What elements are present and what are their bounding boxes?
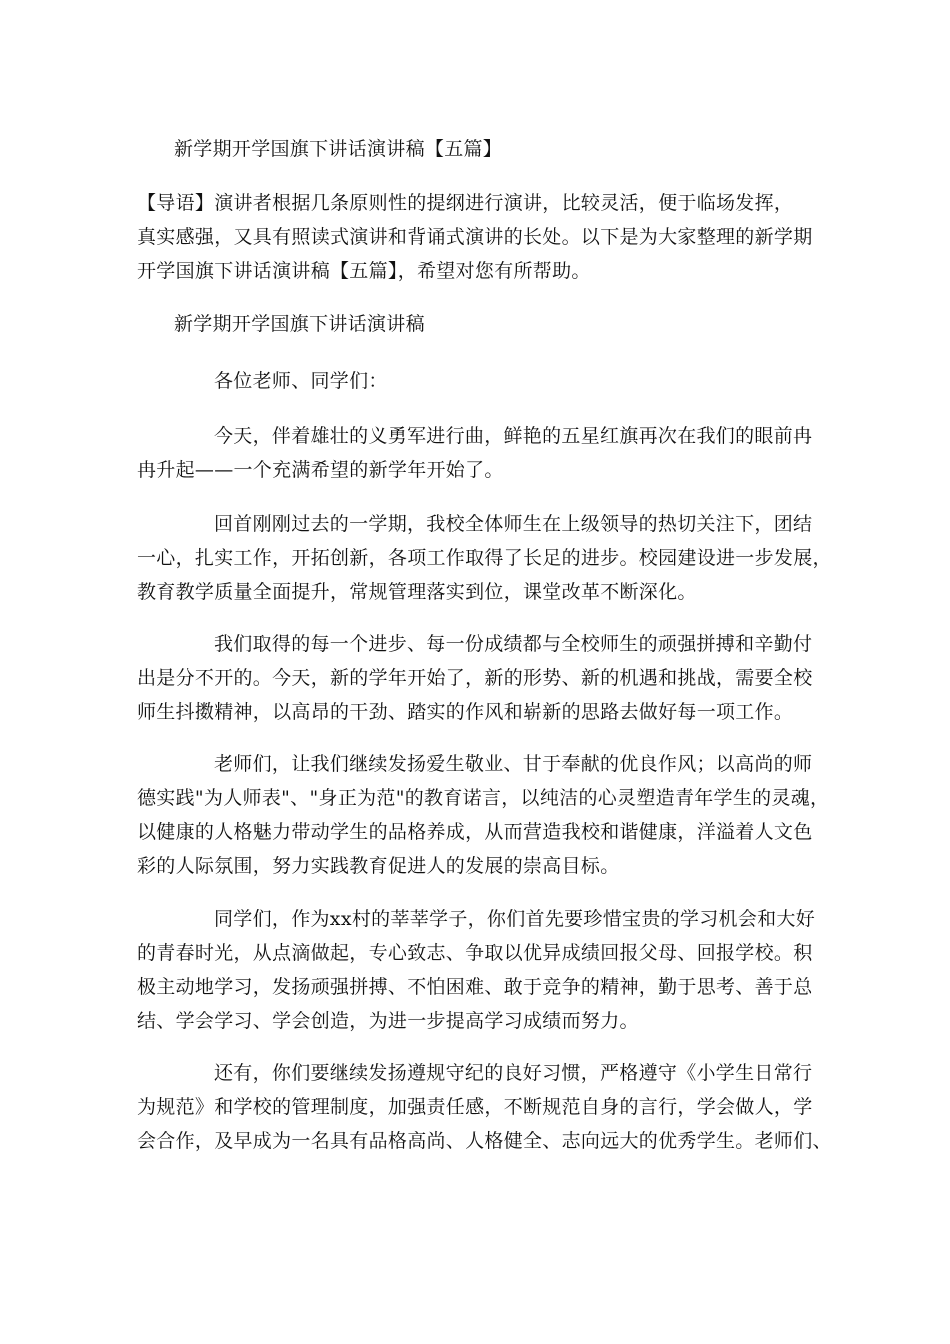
paragraph-line: 师生抖擞精神，以高昂的干劲、踏实的作风和崭新的思路去做好每一项工作。 <box>137 701 794 723</box>
paragraph-line: 德实践"为人师表"、"身正为范"的教育诺言，以纯洁的心灵塑造青年学生的灵魂， <box>137 787 830 809</box>
intro-line: 【导语】演讲者根据几条原则性的提纲进行演讲，比较灵活，便于临场发挥， <box>137 192 794 214</box>
paragraph-line: 为规范》和学校的管理制度，加强责任感，不断规范自身的言行，学会做人，学 <box>137 1096 813 1118</box>
paragraph-line: 还有，你们要继续发扬遵规守纪的良好习惯，严格遵守《小学生日常行 <box>214 1062 813 1084</box>
intro-line: 开学国旗下讲话演讲稿【五篇】，希望对您有所帮助。 <box>137 260 591 282</box>
intro-paragraph <box>137 186 817 288</box>
paragraph-line: 极主动地学习，发扬顽强拼搏、不怕困难、敢于竞争的精神，勤于思考、善于总 <box>137 976 813 998</box>
paragraph-line: 会合作，及早成为一名具有品格高尚、人格健全、志向远大的优秀学生。老师们、 <box>137 1130 832 1152</box>
subtitle-line: 新学期开学国旗下讲话演讲稿 <box>174 313 425 335</box>
paragraph-line: 教育教学质量全面提升，常规管理落实到位，课堂改革不断深化。 <box>137 581 697 603</box>
paragraph-line: 的青春时光，从点滴做起，专心致志、争取以优异成绩回报父母、回报学校。积 <box>137 942 813 964</box>
paragraph-line: 老师们，让我们继续发扬爱生敬业、甘于奉献的优良作风；以高尚的师 <box>214 753 813 775</box>
paragraph-line: 回首刚刚过去的一学期，我校全体师生在上级领导的热切关注下，团结 <box>214 513 813 535</box>
speech-paragraph-1 <box>137 419 817 487</box>
paragraph-line: 结、学会学习、学会创造，为进一步提高学习成绩而努力。 <box>137 1010 639 1032</box>
paragraph-line: 彩的人际氛围，努力实践教育促进人的发展的崇高目标。 <box>137 855 620 877</box>
title-line: 新学期开学国旗下讲话演讲稿【五篇】 <box>174 138 503 160</box>
speech-paragraph-5 <box>137 902 817 1038</box>
greeting-line: 各位老师、同学们： <box>214 370 388 392</box>
paragraph-line: 冉升起——一个充满希望的新学年开始了。 <box>137 459 504 481</box>
speech-greeting <box>137 364 817 398</box>
paragraph-line: 今天，伴着雄壮的义勇军进行曲，鲜艳的五星红旗再次在我们的眼前冉 <box>214 425 813 447</box>
speech-paragraph-3 <box>137 627 817 729</box>
paragraph-line: 以健康的人格魅力带动学生的品格养成，从而营造我校和谐健康，洋溢着人文色 <box>137 821 813 843</box>
paragraph-line: 同学们，作为xx村的莘莘学子，你们首先要珍惜宝贵的学习机会和大好 <box>214 908 816 930</box>
speech-paragraph-4 <box>137 747 830 883</box>
paragraph-line: 一心，扎实工作，开拓创新，各项工作取得了长足的进步。校园建设进一步发展， <box>137 547 832 569</box>
speech-paragraph-6 <box>137 1056 832 1158</box>
paragraph-line: 我们取得的每一个进步、每一份成绩都与全校师生的顽强拼搏和辛勤付 <box>214 633 813 655</box>
speech-paragraph-2 <box>137 507 832 609</box>
document-title <box>137 132 817 166</box>
paragraph-line: 出是分不开的。今天，新的学年开始了，新的形势、新的机遇和挑战，需要全校 <box>137 667 813 689</box>
speech-subtitle <box>137 307 817 341</box>
intro-line: 真实感强，又具有照读式演讲和背诵式演讲的长处。以下是为大家整理的新学期 <box>137 226 813 248</box>
